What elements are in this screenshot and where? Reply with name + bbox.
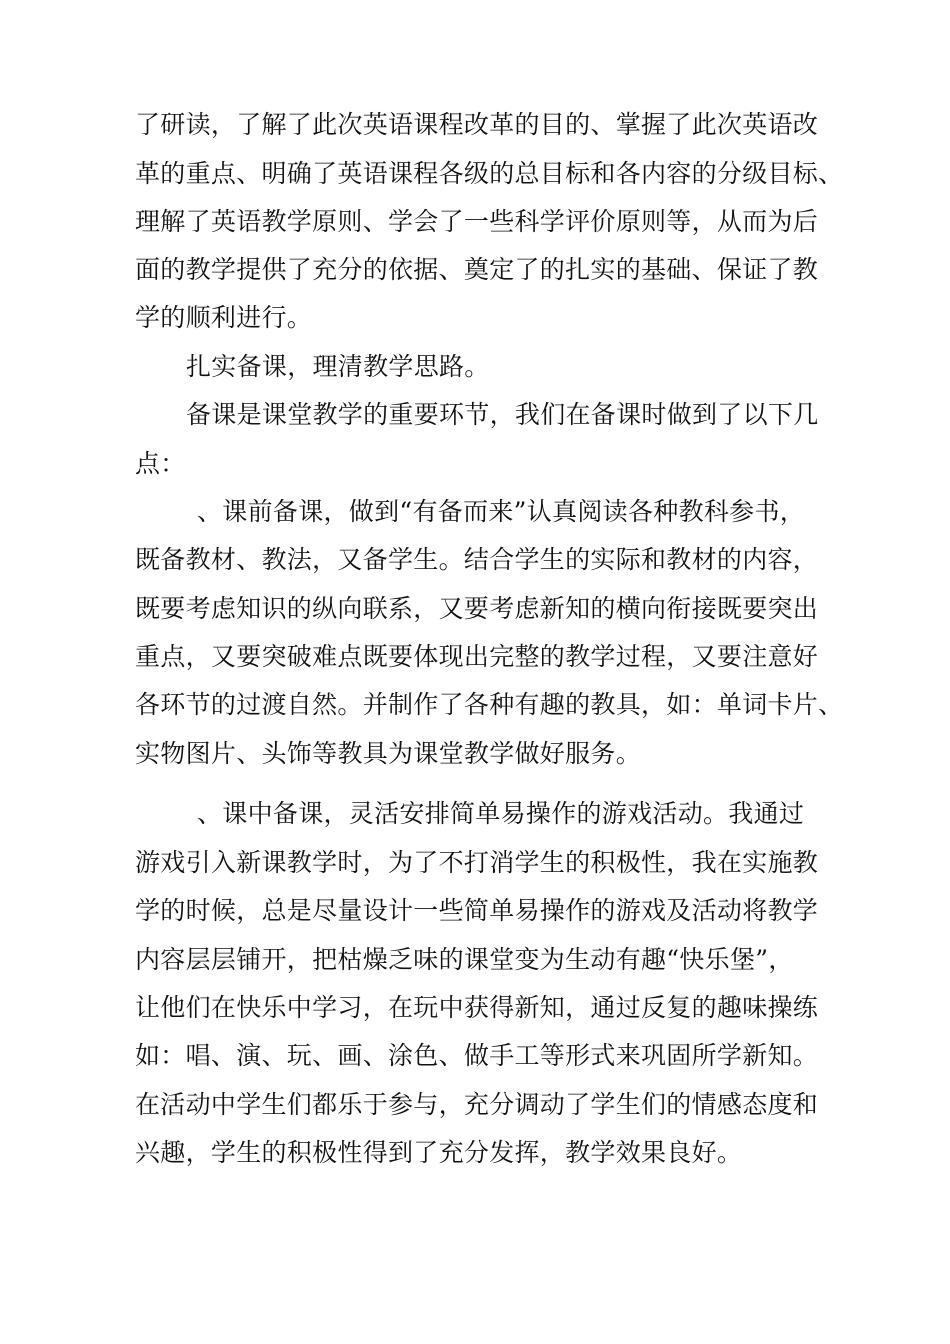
paragraph-line: 实物图片、头饰等教具为课堂教学做好服务。 (135, 739, 642, 768)
paragraph-line: 兴趣，学生的积极性得到了充分发挥，教学效果良好。 (135, 1138, 743, 1167)
paragraph-line: 内容层层铺开，把枯燥乏味的课堂变为生动有趣“快乐堡”， (135, 945, 794, 974)
paragraph-line: 让他们在快乐中学习，在玩中获得新知，通过反复的趣味操练 (135, 993, 819, 1022)
paragraph-line: 如：唱、演、玩、画、涂色、做手工等形式来巩固所学新知。 (135, 1041, 819, 1070)
paragraph-line: 在活动中学生们都乐于参与，充分调动了学生们的情感态度和 (135, 1090, 819, 1119)
paragraph-line: 点： (135, 449, 186, 478)
paragraph-line: 革的重点、明确了英语课程各级的总目标和各内容的分级目标、 (135, 159, 844, 188)
paragraph-line: 各环节的过渡自然。并制作了各种有趣的教具，如：单词卡片、 (135, 690, 844, 719)
list-item-1: 、课前备课，做到“有备而来”认真阅读各种教科参书， (197, 497, 806, 526)
paragraph-line: 游戏引入新课教学时，为了不打消学生的积极性，我在实施教 (135, 848, 819, 877)
paragraph-line: 面的教学提供了充分的依据、奠定了的扎实的基础、保证了教 (135, 255, 819, 284)
paragraph-line: 重点，又要突破难点既要体现出完整的教学过程，又要注意好 (135, 642, 819, 671)
section-heading: 扎实备课，理清教学思路。 (186, 352, 490, 381)
paragraph-line: 了研读，了解了此次英语课程改革的目的、掌握了此次英语改 (135, 110, 819, 139)
paragraph-line: 学的时候，总是尽量设计一些简单易操作的游戏及活动将教学 (135, 896, 819, 925)
paragraph-line: 备课是课堂教学的重要环节，我们在备课时做到了以下几 (186, 400, 819, 429)
paragraph-line: 既备教材、教法，又备学生。结合学生的实际和教材的内容， (135, 545, 819, 574)
paragraph-line: 理解了英语教学原则、学会了一些科学评价原则等，从而为后 (135, 207, 819, 236)
paragraph-line: 学的顺利进行。 (135, 303, 313, 332)
list-item-2: 、课中备课，灵活安排简单易操作的游戏活动。我通过 (197, 799, 805, 828)
paragraph-line: 既要考虑知识的纵向联系，又要考虑新知的横向衔接既要突出 (135, 594, 819, 623)
